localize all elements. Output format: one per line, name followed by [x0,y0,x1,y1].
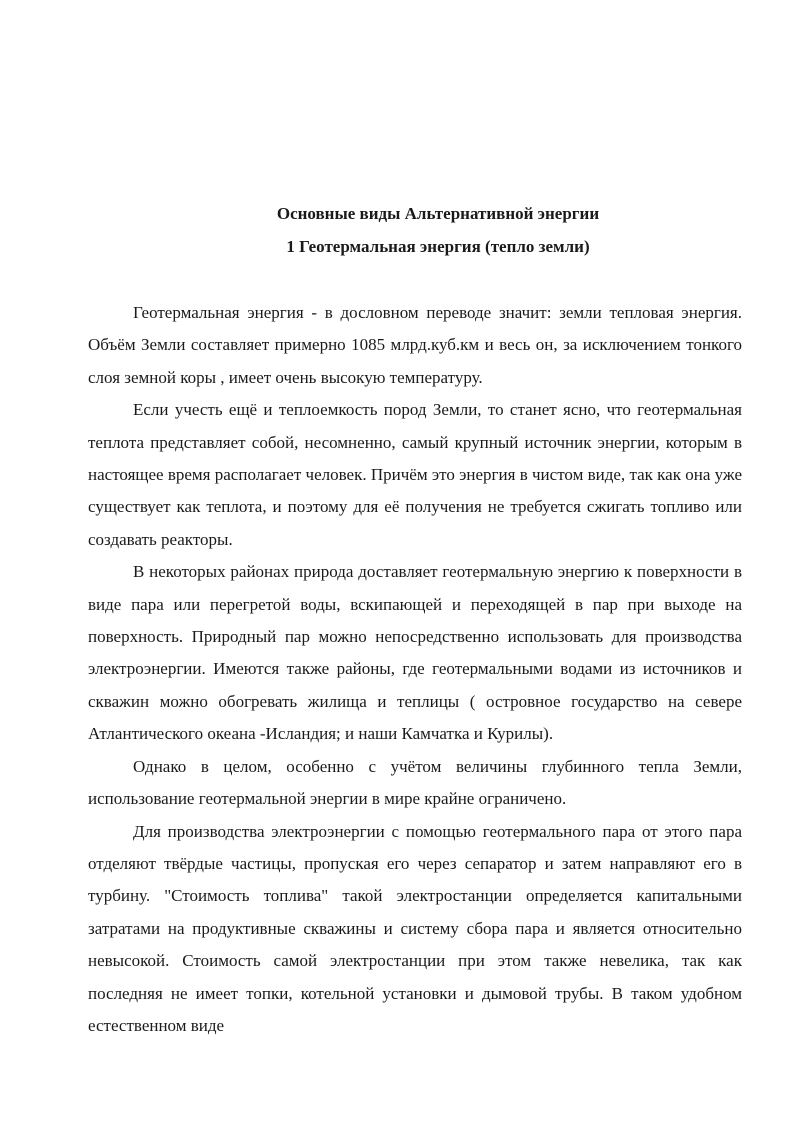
paragraph-4: Однако в целом, особенно с учётом величины глубинного тепла Земли, использование геотермальной энергии в мире крайне ограничено. [88,756,742,809]
document-subtitle: 1 Геотермальная энергия (тепло земли) [286,237,590,256]
paragraph-5: Для производства электроэнергии с помощью геотермального пара от этого пара отделяют твёрдые частицы, пропуская его через сепаратор и затем направляют его в турбину. "Стоимость топлива" такой электростанции определяется капитальными затратами на продуктивные скважины и систему сбора пара и является относительно невысокой. Стоимость самой электростанции при этом также невелика, так как последняя не имеет топки, котельной установки и дымовой трубы. В таком удобном естественном виде [88,821,742,1035]
paragraph-3: В некоторых районах природа доставляет геотермальную энергию к поверхности в виде пара или перегретой воды, вскипающей и переходящей в пар при выходе на поверхность. Природный пар можно непосредственно использовать для производства электроэнергии. Имеются также районы, где геотермальными водами из источников и скважин можно обогревать жилища и теплицы ( островное государство на севере Атлантического океана -Исландия; и наши Камчатка и Курилы). [88,562,742,744]
document-page [88,0,742,1131]
document-title: Основные виды Альтернативной энергии [276,204,600,223]
document-body [88,297,742,1042]
paragraph-2: Если учесть ещё и теплоемкость пород Земли, то станет ясно, что геотермальная теплота представляет собой, несомненно, самый крупный источник энергии, которым в настоящее время располагает человек. Причём это энергия в чистом виде, так как она уже существует как теплота, и поэтому для её получения не требуется сжигать топливо или создавать реакторы. [88,400,742,549]
paragraph-1: Геотермальная энергия - в дословном переводе значит: земли тепловая энергия. Объём Земли составляет примерно 1085 млрд.куб.км и весь он, за исключением тонкого слоя земной коры , имеет очень высокую температуру. [88,303,742,387]
